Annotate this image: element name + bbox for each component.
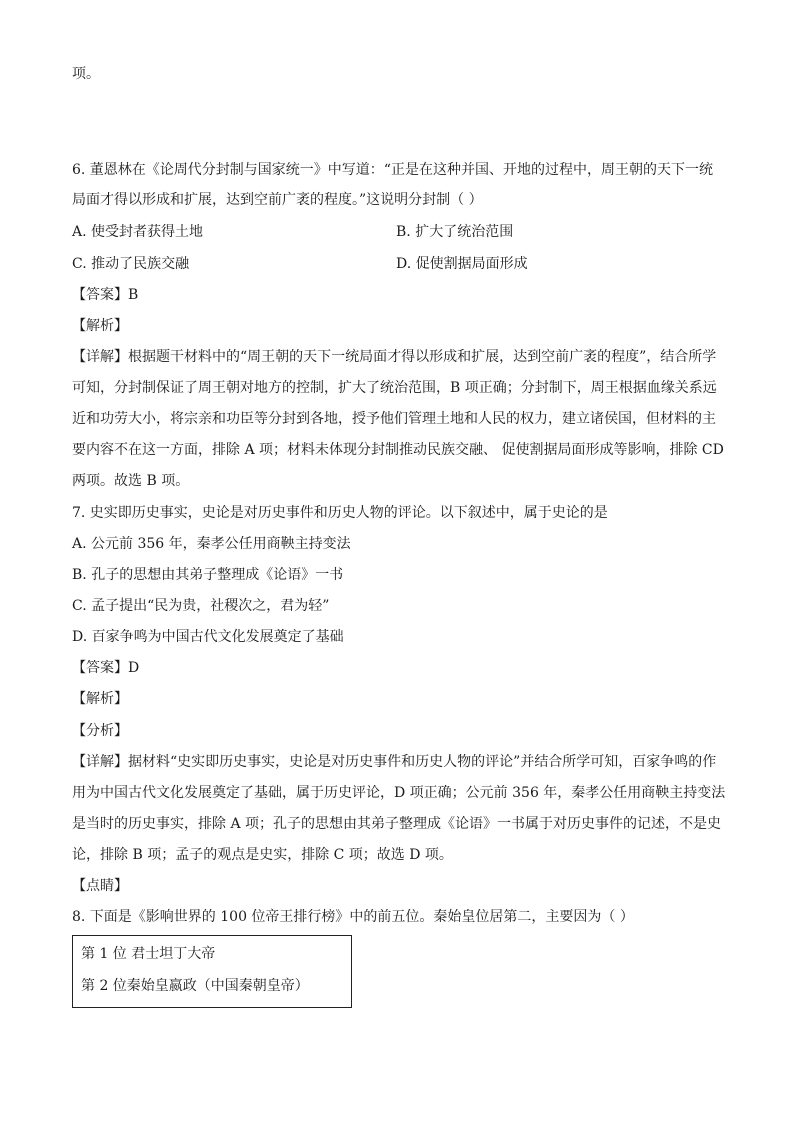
q6-option-a: A. 使受封者获得土地 [72,224,204,240]
q6-detail-line-4: 要内容不在这一方面，排除 A 项；材料未体现分封制推动民族交融、 促使割据局面形成等影响，排除 CD [72,442,724,458]
q7-option-c: C. 孟子提出“民为贵，社稷次之，君为轻” [72,598,330,614]
q7-detail-line-2: 用为中国古代文化发展奠定了基础，属于历史评论，D 项正确；公元前 356 年，秦孝公任用商鞅主持变法 [72,785,726,801]
q8-stem: 8. 下面是《影响世界的 100 位帝王排行榜》中的前五位。秦始皇位居第二，主要因为（ ） [72,909,634,925]
ranking-row-2: 第 2 位秦始皇嬴政（中国秦朝皇帝） [81,978,309,994]
ranking-row-1: 第 1 位 君士坦丁大帝 [81,946,216,962]
q6-stem-line-2: 局面才得以形成和扩展，达到空前广袤的程度。”这说明分封制（ ） [72,192,483,208]
q6-option-b: B. 扩大了统治范围 [396,224,514,240]
q6-detail-line-3: 近和功劳大小，将宗亲和功臣等分封到各地，授予他们管理土地和人民的权力，建立诸侯国，但材料的主 [72,411,716,427]
q6-answer: 【答案】B [72,287,139,303]
q6-stem-line-1: 6. 董恩林在《论周代分封制与国家统一》中写道：“正是在这种并国、开地的过程中，周王朝的天下一统 [72,162,713,178]
q7-detail-line-4: 论，排除 B 项；孟子的观点是史实，排除 C 项；故选 D 项。 [72,847,453,863]
ranking-table [72,935,352,1008]
q6-analysis-label: 【解析】 [72,318,128,334]
q7-analysis-label: 【解析】 [72,691,128,707]
prev-question-fragment: 项。 [72,66,100,82]
q7-option-b: B. 孔子的思想由其弟子整理成《论语》一书 [72,567,344,583]
q7-answer: 【答案】D [72,660,140,676]
q7-detail-line-3: 是当时的历史事实，排除 A 项；孔子的思想由其弟子整理成《论语》一书属于对历史事件的记述，不是史 [72,816,722,832]
q7-dianjing-label: 【点睛】 [72,878,128,894]
q7-fenxi-label: 【分析】 [72,723,128,739]
q6-option-d: D. 促使割据局面形成 [396,256,528,272]
q7-detail-line-1: 【详解】据材料“史实即历史事实，史论是对历史事件和历史人物的评论”并结合所学可知，百家争鸣的作 [72,754,717,770]
q6-detail-line-2: 可知，分封制保证了周王朝对地方的控制，扩大了统治范围，B 项正确；分封制下，周王根据血缘关系远 [72,380,717,396]
q7-stem: 7. 史实即历史事实，史论是对历史事件和历史人物的评论。以下叙述中，属于史论的是 [72,505,608,521]
q6-option-c: C. 推动了民族交融 [72,256,190,272]
q7-option-d: D. 百家争鸣为中国古代文化发展奠定了基础 [72,629,344,645]
q6-detail-line-1: 【详解】根据题干材料中的“周王朝的天下一统局面才得以形成和扩展，达到空前广袤的程度”，结合所学 [72,349,717,365]
q6-detail-line-5: 两项。故选 B 项。 [72,473,190,489]
q7-option-a: A. 公元前 356 年，秦孝公任用商鞅主持变法 [72,536,351,552]
